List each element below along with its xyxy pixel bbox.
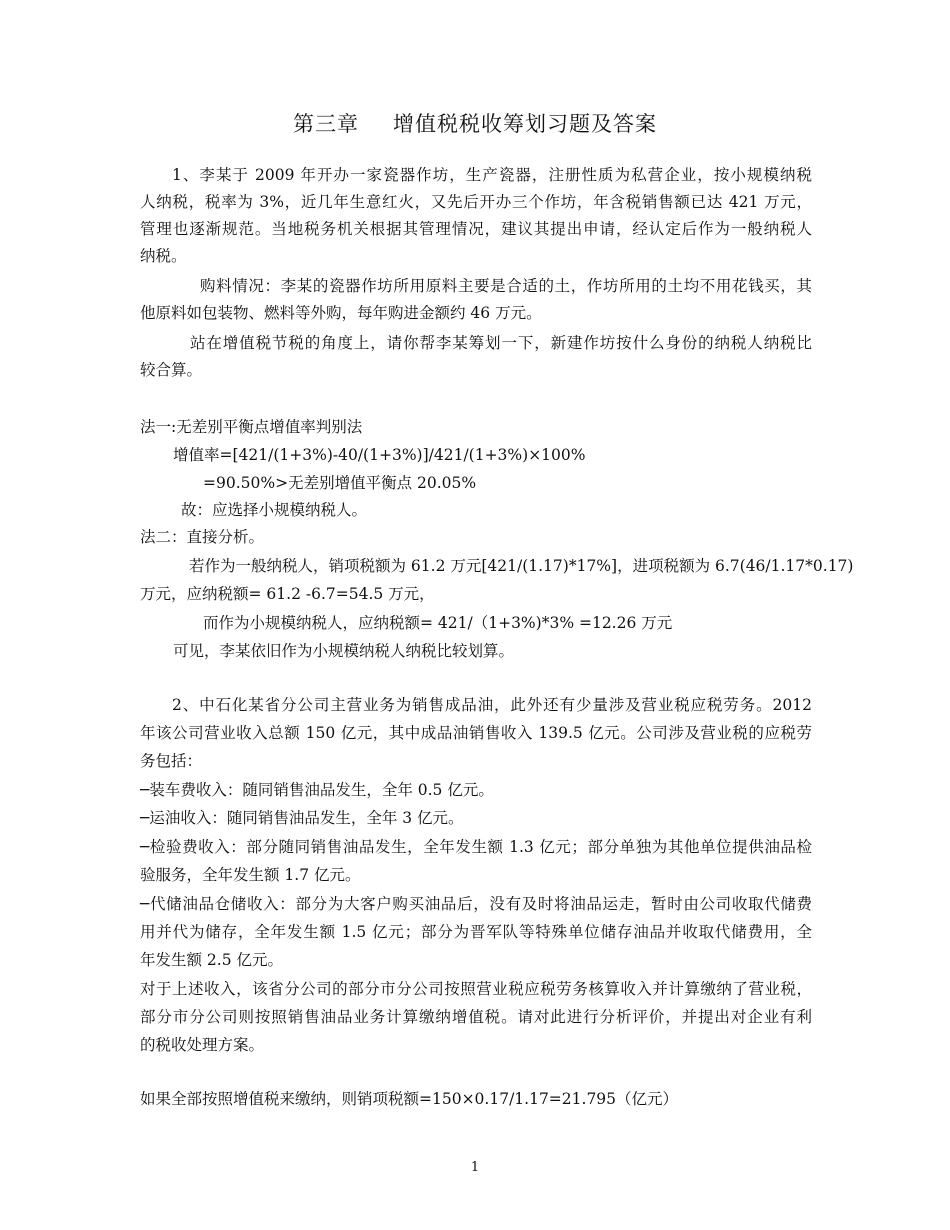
page-number: 1 [470,1160,480,1175]
q1-question-line: 较合算。 [140,361,203,379]
q1-line: 1、李某于 2009 年开办一家瓷器作坊，生产瓷器，注册性质为私营企业，按小规模纳税 [172,166,812,184]
q1-purchase-line: 他原料如包装物、燃料等外购，每年购进金额约 46 万元。 [140,304,542,322]
q2-item-line: ─代储油品仓储收入：部分为大客户购买油品后，没有及时将油品运走，暂时由公司收取代储费 [140,895,812,913]
q2-question-line: 的税收处理方案。 [140,1036,265,1054]
q2-intro-line: 2、中石化某省分公司主营业务为销售成品油，此外还有少量涉及营业税应税劳务。2012 [172,696,812,714]
method1-result: =90.50%>无差别增值平衡点 20.05% [203,474,477,492]
method2-heading: 法二：直接分析。 [140,528,265,546]
method1-conclusion: 故：应选择小规模纳税人。 [181,501,368,519]
method2-line: 而作为小规模纳税人，应纳税额= 421/（1+3%)*3% =12.26 万元 [203,614,673,632]
q1-purchase-line: 购料情况：李某的瓷器作坊所用原料主要是合适的土，作坊所用的土均不用花钱买，其 [200,277,812,295]
q2-answer-line: 如果全部按照增值税来缴纳，则销项税额=150×0.17/1.17=21.795（亿元） [140,1090,679,1108]
q1-question-line: 站在增值税节税的角度上，请你帮李某筹划一下，新建作坊按什么身份的纳税人纳税比 [190,334,812,352]
method2-conclusion: 可见，李某依旧作为小规模纳税人纳税比较划算。 [173,642,515,660]
q2-intro-line: 年该公司营业收入总额 150 亿元，其中成品油销售收入 139.5 亿元。公司涉及营业税的应税劳 [140,724,812,742]
q2-question-line: 部分市分公司则按照销售油品业务计算缴纳增值税。请对此进行分析评价，并提出对企业有利 [140,1008,812,1026]
method1-heading: 法一:无差别平衡点增值率判别法 [140,418,363,436]
chapter-title: 增值税税收筹划习题及答案 [393,112,657,136]
q1-line: 人纳税，税率为 3%，近几年生意红火，又先后开办三个作坊，年含税销售额已达 421 万元， [140,193,812,211]
q2-intro-line: 务包括： [140,752,203,770]
method1-formula: 增值率=[421/(1+3%)-40/(1+3%)]/421/(1+3%)×100% [173,446,586,464]
q2-item-line: 验服务，全年发生额 1.7 亿元。 [140,866,361,884]
q2-item-line: ─运油收入：随同销售油品发生，全年 3 亿元。 [140,809,464,827]
q2-item-line: 年发生额 2.5 亿元。 [140,951,284,969]
q1-line: 管理也逐渐规范。当地税务机关根据其管理情况，建议其提出申请，经认定后作为一般纳税人 [140,220,812,238]
q2-item-line: ─检验费收入：部分随同销售油品发生，全年发生额 1.3 亿元；部分单独为其他单位提供油品检 [140,838,812,856]
q2-item-line: 用并代为储存，全年发生额 1.5 亿元；部分为晋军队等特殊单位储存油品并收取代储费用，全 [140,923,812,941]
q2-question-line: 对于上述收入，该省分公司的部分市分公司按照营业税应税劳务核算收入并计算缴纳了营业税， [140,980,812,998]
page-title [0,108,950,138]
chapter-label: 第三章 [293,112,359,136]
q2-item-line: ─装车费收入：随同销售油品发生，全年 0.5 亿元。 [140,781,494,799]
method2-line: 万元，应纳税额= 61.2 -6.7=54.5 万元， [140,585,435,603]
q1-line: 纳税。 [140,247,187,265]
method2-line: 若作为一般纳税人，销项税额为 61.2 万元[421/(1.17)*17%]，进项税额为 6.7(46/1.17*0.17) [189,557,854,575]
